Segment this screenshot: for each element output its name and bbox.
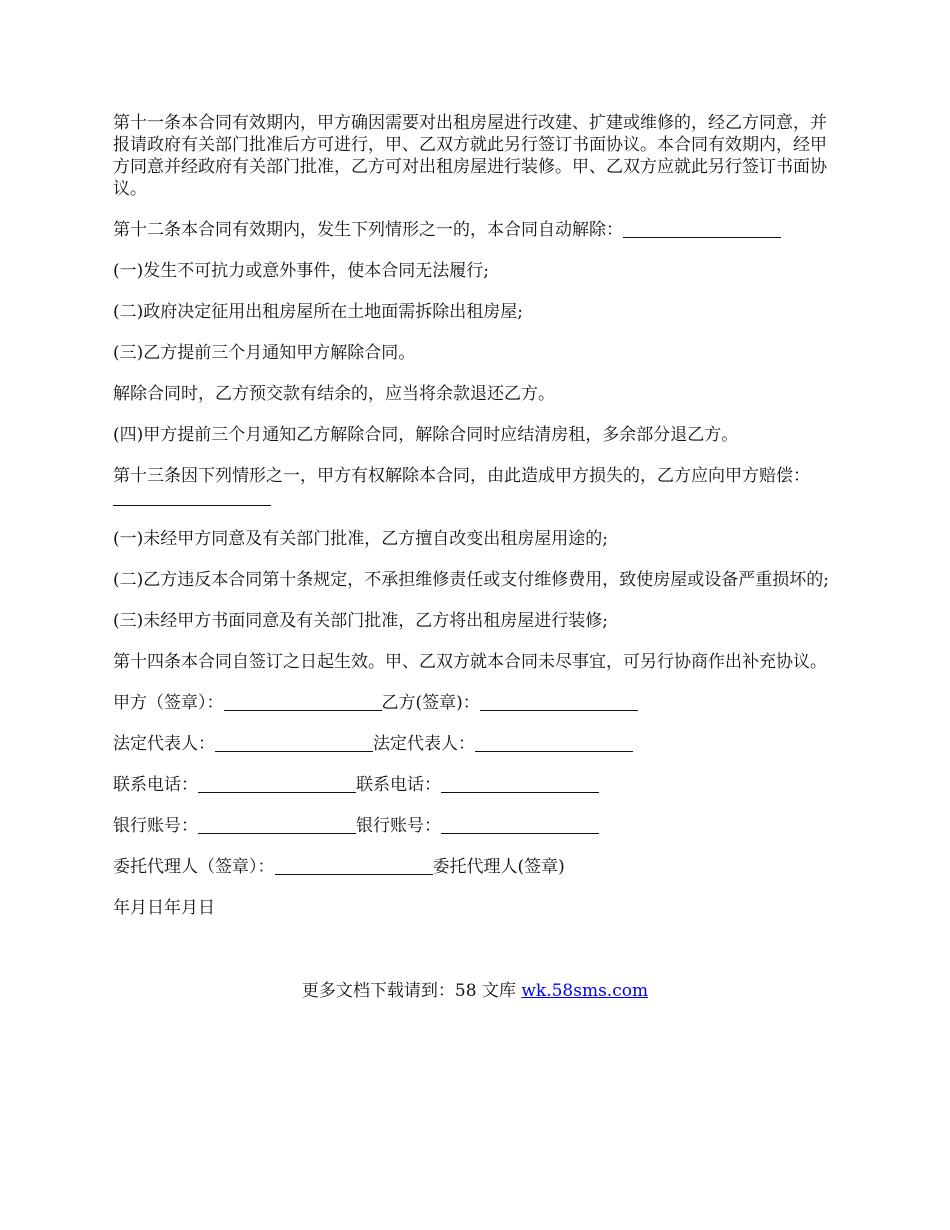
blank-line <box>480 693 638 711</box>
bank-b-label: 银行账号： <box>356 816 441 836</box>
signature-row-party <box>113 692 843 714</box>
agent-a-label: 委托代理人（签章）： <box>113 857 275 877</box>
article-12-refund: 解除合同时，乙方预交款有结余的，应当将余款退还乙方。 <box>113 384 555 404</box>
article-13-item-2: (二)乙方违反本合同第十条规定，不承担维修责任或支付维修费用，致使房屋或设备严重损坏的; <box>113 570 829 590</box>
article-12-text: 第十二条本合同有效期内，发生下列情形之一的，本合同自动解除： <box>113 220 623 240</box>
blank-line <box>441 816 599 834</box>
blank-line <box>198 775 356 793</box>
article-13-item-3: (三)未经甲方书面同意及有关部门批准，乙方将出租房屋进行装修; <box>113 611 608 631</box>
phone-a-label: 联系电话： <box>113 775 198 795</box>
party-b-label: 乙方(签章)： <box>381 693 480 713</box>
signature-row-agent <box>113 856 843 878</box>
article-13-item-1: (一)未经甲方同意及有关部门批准，乙方擅自改变出租房屋用途的; <box>113 529 608 549</box>
bank-a-label: 银行账号： <box>113 816 198 836</box>
blank-line <box>441 775 599 793</box>
blank-line <box>475 734 633 752</box>
article-12-item-3: (三)乙方提前三个月通知甲方解除合同。 <box>113 343 416 363</box>
article-12-item-2: (二)政府决定征用出租房屋所在土地面需拆除出租房屋; <box>113 302 523 322</box>
party-a-label: 甲方（签章）： <box>113 693 224 713</box>
phone-b-label: 联系电话： <box>356 775 441 795</box>
article-12-item-1: (一)发生不可抗力或意外事件，使本合同无法履行; <box>113 261 489 281</box>
blank-line <box>198 816 356 834</box>
signature-row-bank <box>113 815 843 837</box>
blank-line <box>623 220 781 238</box>
contract-body <box>113 112 843 938</box>
agent-b-label: 委托代理人(签章) <box>432 857 565 877</box>
signature-row-phone <box>113 774 843 796</box>
blank-line <box>275 857 433 875</box>
blank-line <box>215 734 373 752</box>
footer-link[interactable]: wk.58sms.com <box>521 981 649 1001</box>
footer-text: 更多文档下载请到：58 文库 <box>301 981 522 1001</box>
article-13 <box>113 465 843 509</box>
footer <box>0 980 950 1002</box>
blank-line <box>224 693 382 711</box>
article-13-text: 第十三条因下列情形之一，甲方有权解除本合同，由此造成甲方损失的，乙方应向甲方赔偿： <box>113 466 810 486</box>
article-12 <box>113 219 843 241</box>
signature-row-legal-rep <box>113 733 843 755</box>
legal-rep-a-label: 法定代表人： <box>113 734 215 754</box>
article-14: 第十四条本合同自签订之日起生效。甲、乙双方就本合同未尽事宜，可另行协商作出补充协议。 <box>113 652 827 672</box>
article-12-item-4: (四)甲方提前三个月通知乙方解除合同，解除合同时应结清房租，多余部分退乙方。 <box>113 425 739 445</box>
legal-rep-b-label: 法定代表人： <box>373 734 475 754</box>
article-11: 第十一条本合同有效期内，甲方确因需要对出租房屋进行改建、扩建或维修的，经乙方同意，并报请政府有关部门批准后方可进行，甲、乙双方就此另行签订书面协议。本合同有效期内，经甲方同意并经政府有关部门批准，乙方可对出租房屋进行装修。甲、乙双方应就此另行签订书面协议。 <box>113 113 827 199</box>
blank-line <box>113 488 271 506</box>
signature-date: 年月日年月日 <box>113 898 215 918</box>
